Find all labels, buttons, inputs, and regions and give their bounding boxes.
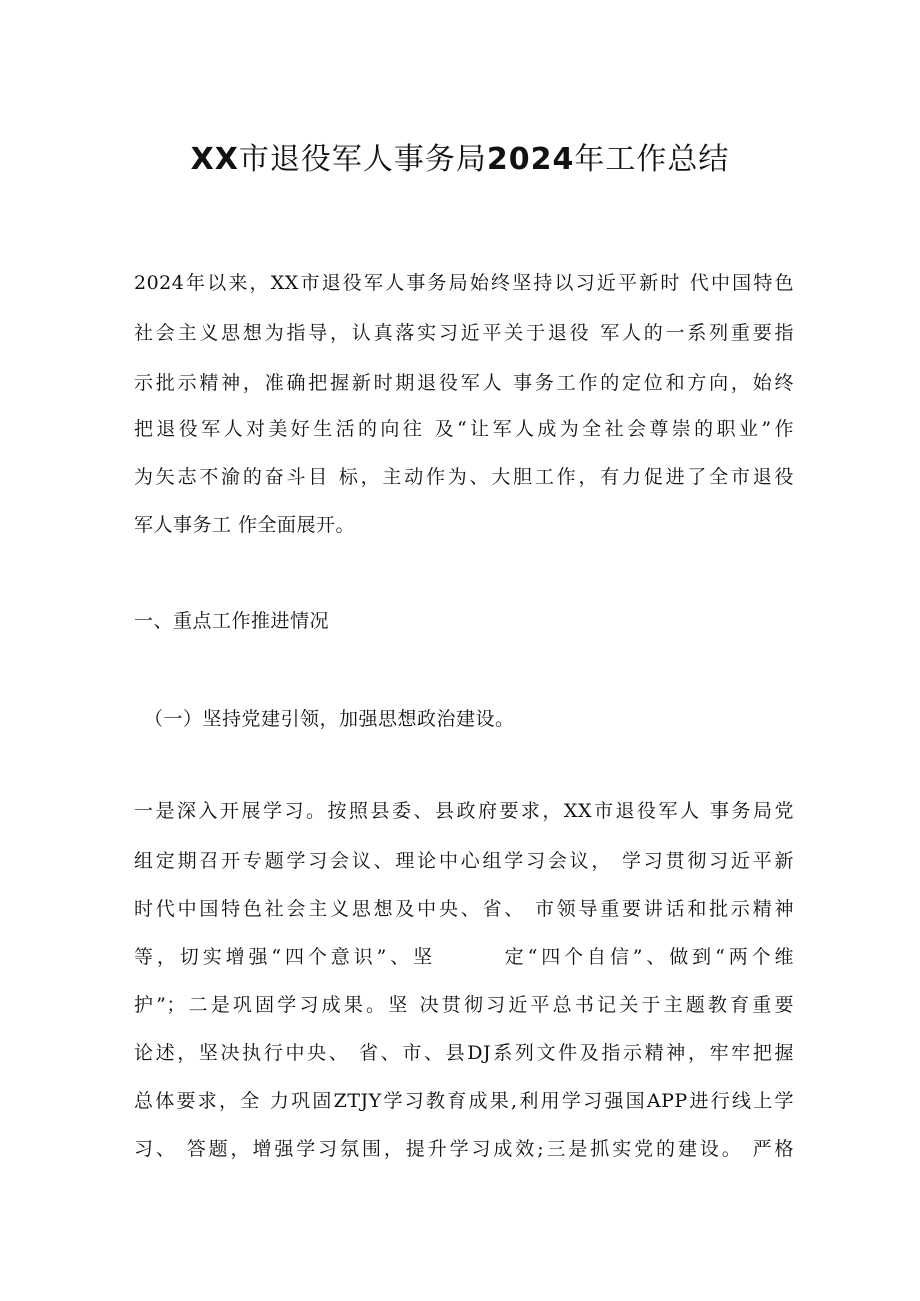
document-title xyxy=(100,138,820,182)
paragraph-2-line-1: 一是深入开展学习。按照县委、县政府要求，XX市退役军人 事务局党 xyxy=(134,800,794,822)
paragraph-1-line-1: 2024年以来，XX市退役军人事务局始终坚持以习近平新时 代中国特色 xyxy=(134,272,794,294)
paragraph-2-line-7: 总体要求，全 力巩固ZTJY学习教育成果,利用学习强国APP进行线上学 xyxy=(134,1090,794,1112)
paragraph-2-line-3: 时代中国特色社会主义思想及中央、省、 市领导重要讲话和批示精神 xyxy=(134,898,794,920)
section-1-heading: 一、重点工作推进情况 xyxy=(134,610,330,632)
paragraph-1-line-4: 把退役军人对美好生活的向往 及“让军人成为全社会尊崇的职业”作 xyxy=(134,418,794,440)
paragraph-1-line-3: 示批示精神，准确把握新时期退役军人 事务工作的定位和方向，始终 xyxy=(134,372,794,394)
paragraph-2-line-2: 组定期召开专题学习会议、理论中心组学习会议， 学习贯彻习近平新 xyxy=(134,850,794,872)
paragraph-1-line-6: 军人事务工 作全面展开。 xyxy=(134,514,356,536)
title-prefix: XX xyxy=(190,142,239,177)
title-suffix: 年工作总结 xyxy=(574,142,730,177)
title-year: 2024 xyxy=(486,142,575,177)
paragraph-1-line-2: 社会主义思想为指导，认真落实习近平关于退役 军人的一系列重要指 xyxy=(134,322,794,344)
subsection-1-heading: （一）坚持党建引领，加强思想政治建设。 xyxy=(144,708,515,730)
paragraph-1-line-5: 为矢志不渝的奋斗目 标，主动作为、大胆工作，有力促进了全市退役 xyxy=(134,466,794,488)
title-mid: 市退役军人事务局 xyxy=(238,142,487,177)
paragraph-2-line-8: 习、 答题，增强学习氛围，提升学习成效;三是抓实党的建设。 严格 xyxy=(134,1138,794,1160)
paragraph-2-line-5: 护”；二是巩固学习成果。坚 决贯彻习近平总书记关于主题教育重要 xyxy=(134,994,794,1016)
paragraph-2-line-4: 等，切实增强“四个意识”、坚 定“四个自信”、做到“两个维 xyxy=(134,946,794,968)
paragraph-2-line-6: 论述，坚决执行中央、 省、市、县DJ系列文件及指示精神，牢牢把握 xyxy=(134,1042,794,1064)
